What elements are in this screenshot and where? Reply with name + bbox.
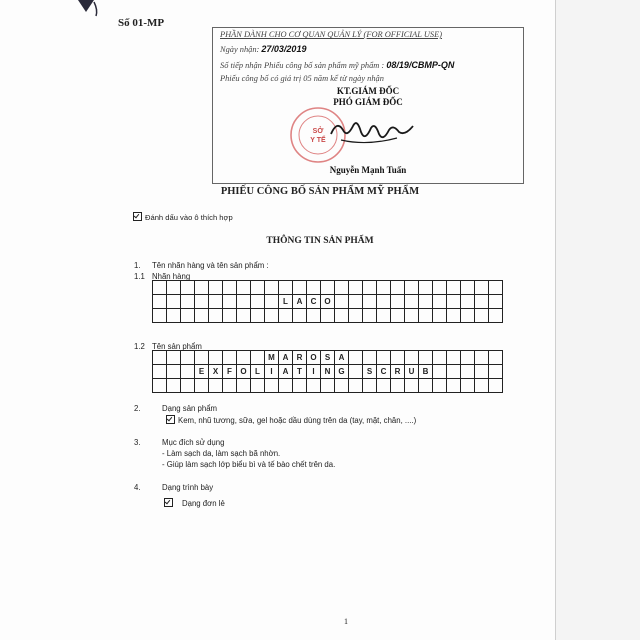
letter-box: A	[335, 351, 349, 365]
letter-box	[377, 281, 391, 295]
letter-box	[181, 295, 195, 309]
letter-box: A	[279, 365, 293, 379]
letter-box: O	[307, 351, 321, 365]
brand-name-grid	[152, 280, 503, 323]
brand-grid-row	[153, 281, 503, 295]
product-grid-row	[153, 351, 503, 365]
letter-box	[153, 309, 167, 323]
official-use-header: PHẦN DÀNH CHO CƠ QUAN QUẢN LÝ (FOR OFFICIAL USE)	[220, 30, 443, 39]
letter-box	[405, 351, 419, 365]
letter-box	[349, 365, 363, 379]
letter-box	[461, 379, 475, 393]
letter-box	[265, 309, 279, 323]
letter-box	[195, 295, 209, 309]
letter-box	[377, 351, 391, 365]
letter-box	[405, 295, 419, 309]
letter-box	[195, 309, 209, 323]
letter-box: U	[405, 365, 419, 379]
letter-box	[405, 281, 419, 295]
letter-box	[321, 281, 335, 295]
letter-box	[363, 295, 377, 309]
letter-box	[461, 365, 475, 379]
page-number: 1	[344, 617, 348, 626]
letter-box	[419, 379, 433, 393]
letter-box	[377, 379, 391, 393]
letter-box	[475, 365, 489, 379]
letter-box	[195, 281, 209, 295]
letter-box	[237, 379, 251, 393]
letter-box	[167, 281, 181, 295]
letter-box	[377, 309, 391, 323]
letter-box	[181, 351, 195, 365]
letter-box	[321, 379, 335, 393]
letter-box	[335, 281, 349, 295]
item-1-number: 1.	[134, 261, 141, 270]
item-4-option	[164, 498, 225, 508]
corner-ink-mark	[76, 0, 116, 18]
item-4-number: 4.	[134, 483, 141, 492]
page-edge-line	[555, 0, 556, 640]
letter-box	[293, 281, 307, 295]
letter-box	[419, 281, 433, 295]
letter-box	[419, 295, 433, 309]
receipt-number-line	[220, 60, 454, 70]
letter-box	[391, 309, 405, 323]
letter-box	[167, 379, 181, 393]
letter-box	[321, 309, 335, 323]
letter-box	[335, 309, 349, 323]
letter-box: X	[209, 365, 223, 379]
letter-box	[237, 309, 251, 323]
letter-box	[181, 365, 195, 379]
item-2-number: 2.	[134, 404, 141, 413]
letter-box: R	[391, 365, 405, 379]
letter-box: C	[307, 295, 321, 309]
letter-box	[489, 309, 503, 323]
letter-box	[475, 309, 489, 323]
letter-box: R	[293, 351, 307, 365]
letter-box: L	[279, 295, 293, 309]
letter-box: T	[293, 365, 307, 379]
letter-box: F	[223, 365, 237, 379]
product-name-grid	[152, 350, 503, 393]
letter-box	[349, 351, 363, 365]
letter-box	[209, 351, 223, 365]
item-1-label: Tên nhãn hàng và tên sản phẩm :	[152, 261, 269, 270]
letter-box	[461, 309, 475, 323]
letter-box	[447, 351, 461, 365]
letter-box	[349, 281, 363, 295]
letter-box	[195, 351, 209, 365]
letter-box	[223, 379, 237, 393]
receipt-date-value: 27/03/2019	[261, 44, 307, 54]
letter-box	[237, 351, 251, 365]
section-title: THÔNG TIN SẢN PHẨM	[266, 236, 374, 246]
item-2-option-text: Kem, nhũ tương, sữa, gel hoặc dầu dùng trên da (tay, mặt, chân, ....)	[178, 416, 417, 425]
letter-box	[419, 351, 433, 365]
letter-box	[475, 295, 489, 309]
svg-text:SỞ: SỞ	[312, 128, 324, 135]
checked-checkbox-icon	[164, 498, 173, 507]
letter-box: N	[321, 365, 335, 379]
item-4-label: Dạng trình bày	[162, 483, 214, 492]
handwritten-signature	[327, 112, 417, 152]
letter-box: A	[293, 295, 307, 309]
letter-box	[489, 295, 503, 309]
letter-box	[447, 365, 461, 379]
item-4-option-text: Dạng đơn lẻ	[182, 499, 225, 508]
letter-box	[391, 295, 405, 309]
letter-box	[363, 281, 377, 295]
item-1-1-number: 1.1	[134, 272, 145, 281]
item-3-label: Mục đích sử dụng	[162, 438, 225, 447]
letter-box: L	[251, 365, 265, 379]
letter-box	[405, 379, 419, 393]
letter-box	[237, 281, 251, 295]
official-use-box	[212, 27, 524, 184]
letter-box	[279, 281, 293, 295]
letter-box	[167, 309, 181, 323]
letter-box	[461, 281, 475, 295]
item-1-2-number: 1.2	[134, 342, 145, 351]
letter-box	[363, 351, 377, 365]
letter-box	[209, 295, 223, 309]
letter-box	[209, 309, 223, 323]
letter-box	[391, 351, 405, 365]
letter-box	[223, 281, 237, 295]
letter-box	[433, 295, 447, 309]
letter-box	[349, 295, 363, 309]
letter-box	[293, 379, 307, 393]
receipt-date-label: Ngày nhận:	[220, 45, 260, 54]
letter-box	[251, 379, 265, 393]
letter-box	[307, 309, 321, 323]
letter-box	[363, 309, 377, 323]
letter-box	[181, 281, 195, 295]
letter-box	[223, 295, 237, 309]
letter-box: E	[195, 365, 209, 379]
letter-box	[461, 295, 475, 309]
letter-box	[447, 281, 461, 295]
tick-instruction	[133, 212, 233, 222]
brand-grid-row	[153, 295, 503, 309]
letter-box: S	[321, 351, 335, 365]
letter-box	[195, 379, 209, 393]
letter-box	[335, 379, 349, 393]
letter-box	[475, 281, 489, 295]
letter-box	[307, 379, 321, 393]
letter-box	[265, 295, 279, 309]
item-2-label: Dạng sản phẩm	[162, 404, 218, 413]
letter-box	[153, 365, 167, 379]
letter-box	[279, 309, 293, 323]
letter-box	[433, 379, 447, 393]
letter-box	[237, 295, 251, 309]
tick-instruction-text: Đánh dấu vào ô thích hợp	[145, 213, 233, 222]
letter-box: M	[265, 351, 279, 365]
letter-box	[251, 295, 265, 309]
letter-box	[391, 379, 405, 393]
letter-box	[419, 309, 433, 323]
letter-box	[349, 309, 363, 323]
letter-box	[153, 379, 167, 393]
letter-box	[405, 309, 419, 323]
letter-box	[293, 309, 307, 323]
item-1-1-label: Nhãn hàng	[152, 272, 191, 281]
receipt-number-value: 08/19/CBMP-QN	[386, 60, 455, 70]
receipt-number-label: Số tiếp nhận Phiếu công bố sản phẩm mỹ phẩm :	[220, 61, 385, 70]
letter-box	[167, 295, 181, 309]
letter-box	[461, 351, 475, 365]
letter-box	[377, 295, 391, 309]
letter-box	[447, 379, 461, 393]
letter-box	[489, 365, 503, 379]
item-1-2-label: Tên sản phẩm	[152, 342, 202, 351]
page-edge-shadow	[556, 0, 640, 640]
letter-box	[489, 281, 503, 295]
checked-checkbox-icon	[133, 212, 142, 221]
letter-box: C	[377, 365, 391, 379]
letter-box	[433, 365, 447, 379]
letter-box	[335, 295, 349, 309]
letter-box: O	[237, 365, 251, 379]
document-title: PHIẾU CÔNG BỐ SẢN PHẨM MỸ PHẨM	[220, 186, 420, 197]
item-3-number: 3.	[134, 438, 141, 447]
letter-box	[181, 309, 195, 323]
item-3-line-2: - Giúp làm sạch lớp biểu bì và tế bào chết trên da.	[162, 460, 336, 469]
letter-box	[433, 351, 447, 365]
letter-box	[489, 351, 503, 365]
svg-text:Y TẾ: Y TẾ	[310, 137, 326, 144]
letter-box	[223, 309, 237, 323]
letter-box	[265, 379, 279, 393]
letter-box	[153, 281, 167, 295]
brand-grid-row	[153, 309, 503, 323]
letter-box: G	[335, 365, 349, 379]
letter-box	[153, 351, 167, 365]
letter-box	[447, 309, 461, 323]
letter-box: B	[419, 365, 433, 379]
product-grid-row	[153, 365, 503, 379]
letter-box: O	[321, 295, 335, 309]
item-2-option	[166, 415, 416, 425]
letter-box	[307, 281, 321, 295]
letter-box	[251, 351, 265, 365]
form-number: Số 01-MP	[118, 17, 165, 29]
letter-box: S	[363, 365, 377, 379]
letter-box	[223, 351, 237, 365]
letter-box	[433, 309, 447, 323]
letter-box	[251, 281, 265, 295]
letter-box	[251, 309, 265, 323]
letter-box: I	[307, 365, 321, 379]
letter-box	[153, 295, 167, 309]
letter-box	[489, 379, 503, 393]
letter-box	[391, 281, 405, 295]
validity-note: Phiếu công bố có giá trị 05 năm kể từ ngày nhận	[220, 74, 384, 83]
letter-box: A	[279, 351, 293, 365]
letter-box	[181, 379, 195, 393]
letter-box	[279, 379, 293, 393]
letter-box	[433, 281, 447, 295]
letter-box	[475, 351, 489, 365]
item-3-line-1: - Làm sạch da, làm sạch bã nhờn.	[162, 449, 281, 458]
letter-box	[349, 379, 363, 393]
checked-checkbox-icon	[166, 415, 175, 424]
letter-box	[475, 379, 489, 393]
letter-box	[167, 351, 181, 365]
letter-box: I	[265, 365, 279, 379]
signer-name: Nguyễn Mạnh Tuấn	[329, 165, 407, 175]
receipt-date-line	[220, 44, 306, 54]
letter-box	[447, 295, 461, 309]
product-grid-row	[153, 379, 503, 393]
letter-box	[209, 281, 223, 295]
letter-box	[363, 379, 377, 393]
director-title: KT.GIÁM ĐỐC	[336, 86, 400, 96]
deputy-director-title: PHÓ GIÁM ĐỐC	[333, 97, 403, 107]
letter-box	[209, 379, 223, 393]
letter-box	[167, 365, 181, 379]
letter-box	[265, 281, 279, 295]
